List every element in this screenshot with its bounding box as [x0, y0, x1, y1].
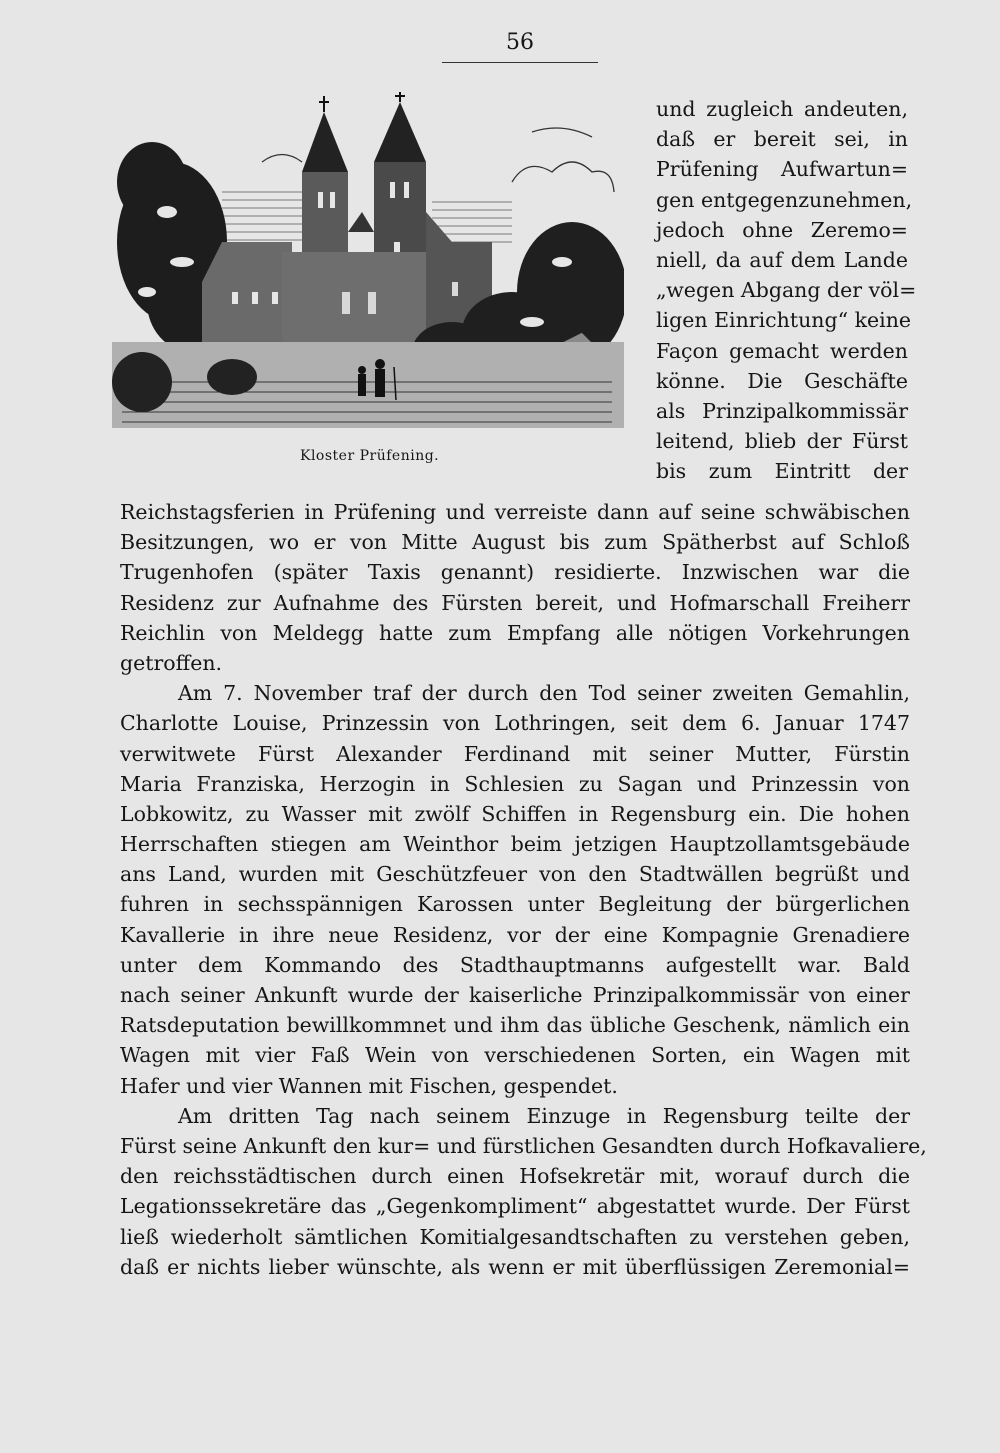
text-line: niell, da auf dem Lande: [656, 247, 908, 272]
text-line: Fürst seine Ankunft den kur= und fürstlichen Gesandten durch Hofkavaliere,: [120, 1133, 927, 1158]
text-line: Lobkowitz, zu Wasser mit zwölf Schiffen in Regensburg ein. Die hohen: [120, 801, 910, 826]
text-line: Façon gemacht werden: [656, 338, 908, 363]
text-line: den reichsstädtischen durch einen Hofsekretär mit, worauf durch die: [120, 1164, 910, 1189]
text-line: nach seiner Ankunft wurde der kaiserliche Prinzipalkommissär von einer: [120, 983, 910, 1007]
header-rule: [442, 62, 598, 63]
text-line: leitend, blieb der Fürst: [656, 429, 908, 454]
text-line: verwitwete Fürst Alexander Ferdinand mit seiner Mutter, Fürstin: [120, 741, 910, 766]
text-line: Kavallerie in ihre neue Residenz, vor der eine Kompagnie Grenadiere: [120, 922, 910, 947]
side-text-column: [656, 94, 917, 486]
text-line: Ratsdeputation bewillkommnet und ihm das übliche Geschenk, nämlich ein: [120, 1013, 910, 1038]
text-line: als Prinzipalkommissär: [656, 398, 908, 423]
text-line: gen entgegenzunehmen,: [656, 187, 913, 212]
text-line: Wagen mit vier Faß Wein von verschiedenen Sorten, ein Wagen mit: [120, 1043, 910, 1068]
text-line: könne. Die Geschäfte: [656, 368, 908, 393]
text-line: Herrschaften stiegen am Weinthor beim jetzigen Hauptzollamtsgebäude: [120, 832, 910, 857]
text-line: ließ wiederholt sämtlichen Komitialgesandtschaften zu verstehen geben,: [120, 1224, 910, 1249]
text-line: Charlotte Louise, Prinzessin von Lothringen, seit dem 6. Januar 1747: [120, 711, 910, 736]
text-line: bis zum Eintritt der: [656, 459, 908, 484]
text-line: jedoch ohne Zeremo=: [656, 217, 908, 242]
body-text: [120, 497, 927, 1282]
text-line: Am 7. November traf der durch den Tod seiner zweiten Gemahlin,: [178, 681, 910, 706]
text-line: Besitzungen, wo er von Mitte August bis zum Spätherbst auf Schloß: [120, 530, 910, 555]
text-line: Prüfening Aufwartun=: [656, 157, 908, 182]
text-line: und zugleich andeuten,: [656, 97, 908, 121]
text-line: daß er nichts lieber wünschte, als wenn er mit überflüssigen Zeremonial=: [120, 1254, 910, 1279]
text-line: unter dem Kommando des Stadthauptmanns aufgestellt war. Bald: [120, 952, 910, 977]
text-line: Reichlin von Meldegg hatte zum Empfang alle nötigen Vorkehrungen: [120, 620, 910, 645]
text-line: Am dritten Tag nach seinem Einzuge in Regensburg teilte der: [178, 1103, 910, 1128]
text-line: Maria Franziska, Herzogin in Schlesien zu Sagan und Prinzessin von: [120, 771, 910, 796]
text-line: Legationssekretäre das „Gegenkompliment“ abgestattet wurde. Der Fürst: [120, 1194, 910, 1219]
illustration-caption: Kloster Prüfening.: [300, 448, 440, 464]
text-line: ligen Einrichtung“ keine: [656, 308, 912, 333]
text-line: Residenz zur Aufnahme des Fürsten bereit, und Hofmarschall Freiherr: [120, 590, 910, 615]
text-line: ans Land, wurden mit Geschützfeuer von den Stadtwällen begrüßt und: [120, 862, 910, 887]
text-line: fuhren in sechsspännigen Karossen unter Begleitung der bürgerlichen: [120, 892, 910, 917]
text-line: „wegen Abgang der völ=: [656, 278, 917, 303]
text-line: getroffen.: [120, 650, 223, 675]
text-line: daß er bereit sei, in: [656, 127, 908, 152]
page-number: 56: [506, 30, 534, 55]
monastery-engraving: [112, 92, 624, 428]
text-line: Hafer und vier Wannen mit Fischen, gespendet.: [120, 1073, 618, 1098]
text-line: Reichstagsferien in Prüfening und verreiste dann auf seine schwäbischen: [120, 500, 910, 524]
text-line: Trugenhofen (später Taxis genannt) residierte. Inzwischen war die: [120, 560, 910, 585]
